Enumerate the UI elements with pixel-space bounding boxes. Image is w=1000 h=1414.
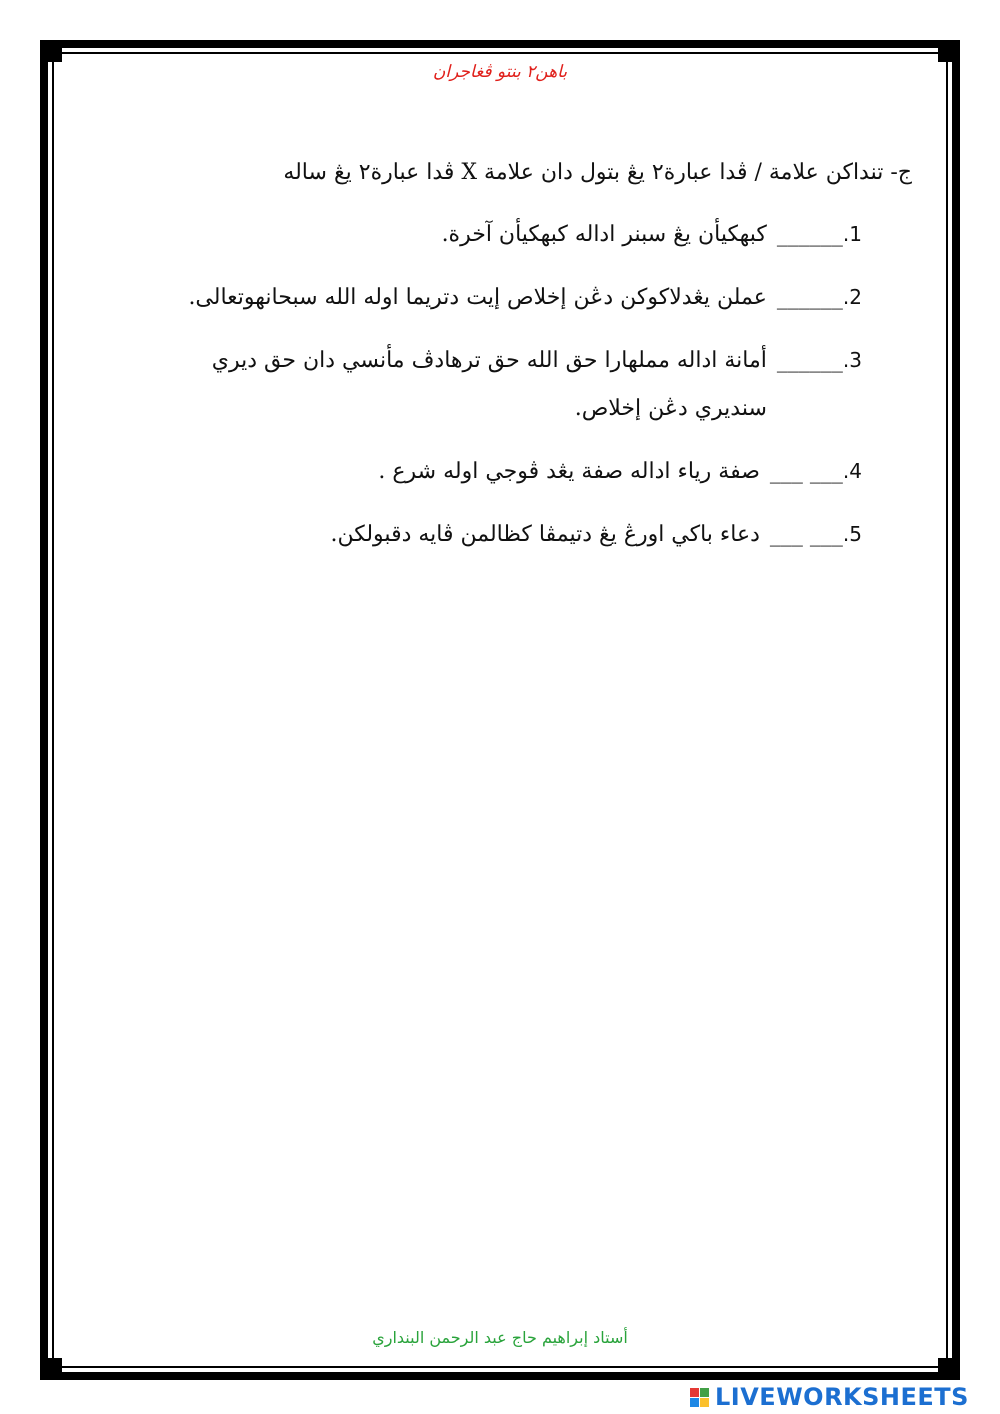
answer-blank[interactable]: ______ <box>776 222 843 247</box>
question-text: أمانة اداله مملهارا حق الله حق ترهادڤ مأنسي دان حق ديري سنديري دڠن إخلاص. <box>211 348 767 421</box>
question-text: كبهكيأن يڠ سبنر اداله كبهكيأن آخرة. <box>441 222 767 247</box>
question-item <box>140 210 862 259</box>
frame-corner-bottom-right <box>938 1358 960 1380</box>
question-number: 5. <box>842 522 862 546</box>
worksheet-title: باهن٢ بنتو ڤغاجران <box>432 62 568 82</box>
liveworksheets-watermark[interactable] <box>690 1380 969 1414</box>
frame-corner-bottom-left <box>40 1358 62 1380</box>
question-number: 2. <box>842 285 862 309</box>
question-number: 4. <box>842 459 862 483</box>
question-item <box>140 447 862 496</box>
worksheet-content <box>140 150 912 559</box>
frame-corner-top-left <box>40 40 62 62</box>
question-item <box>140 273 862 322</box>
answer-blank[interactable]: ___ ___ <box>769 522 843 547</box>
question-number: 3. <box>842 348 862 372</box>
answer-blank[interactable]: ______ <box>776 285 843 310</box>
question-text: دعاء باكي اورڠ يڠ دتيمڤا كظالمن ڤايه دقبولكن. <box>330 522 760 547</box>
answer-blank[interactable]: ___ ___ <box>769 459 843 484</box>
section-instruction: ج- تنداكن علامة / ڤدا عبارة٢ يڠ بتول دان علامة X ڤدا عبارة٢ يڠ ساله <box>283 160 912 185</box>
author-credit: أستاد إبراهيم حاج عبد الرحمن البنداري <box>372 1328 628 1347</box>
answer-blank[interactable]: ______ <box>776 348 843 373</box>
question-item <box>140 510 862 559</box>
watermark-text: LIVEWORKSHEETS <box>715 1383 969 1411</box>
question-item <box>140 336 862 433</box>
liveworksheets-logo-icon <box>690 1388 709 1407</box>
question-text: عملن يڠدلاكوكن دڠن إخلاص إيت دتريما اوله الله سبحانهوتعالى. <box>188 285 767 310</box>
question-number: 1. <box>842 222 862 246</box>
frame-corner-top-right <box>938 40 960 62</box>
question-text: صفة رياء اداله صفة يڠد ڤوجي اوله شرع . <box>378 459 760 484</box>
